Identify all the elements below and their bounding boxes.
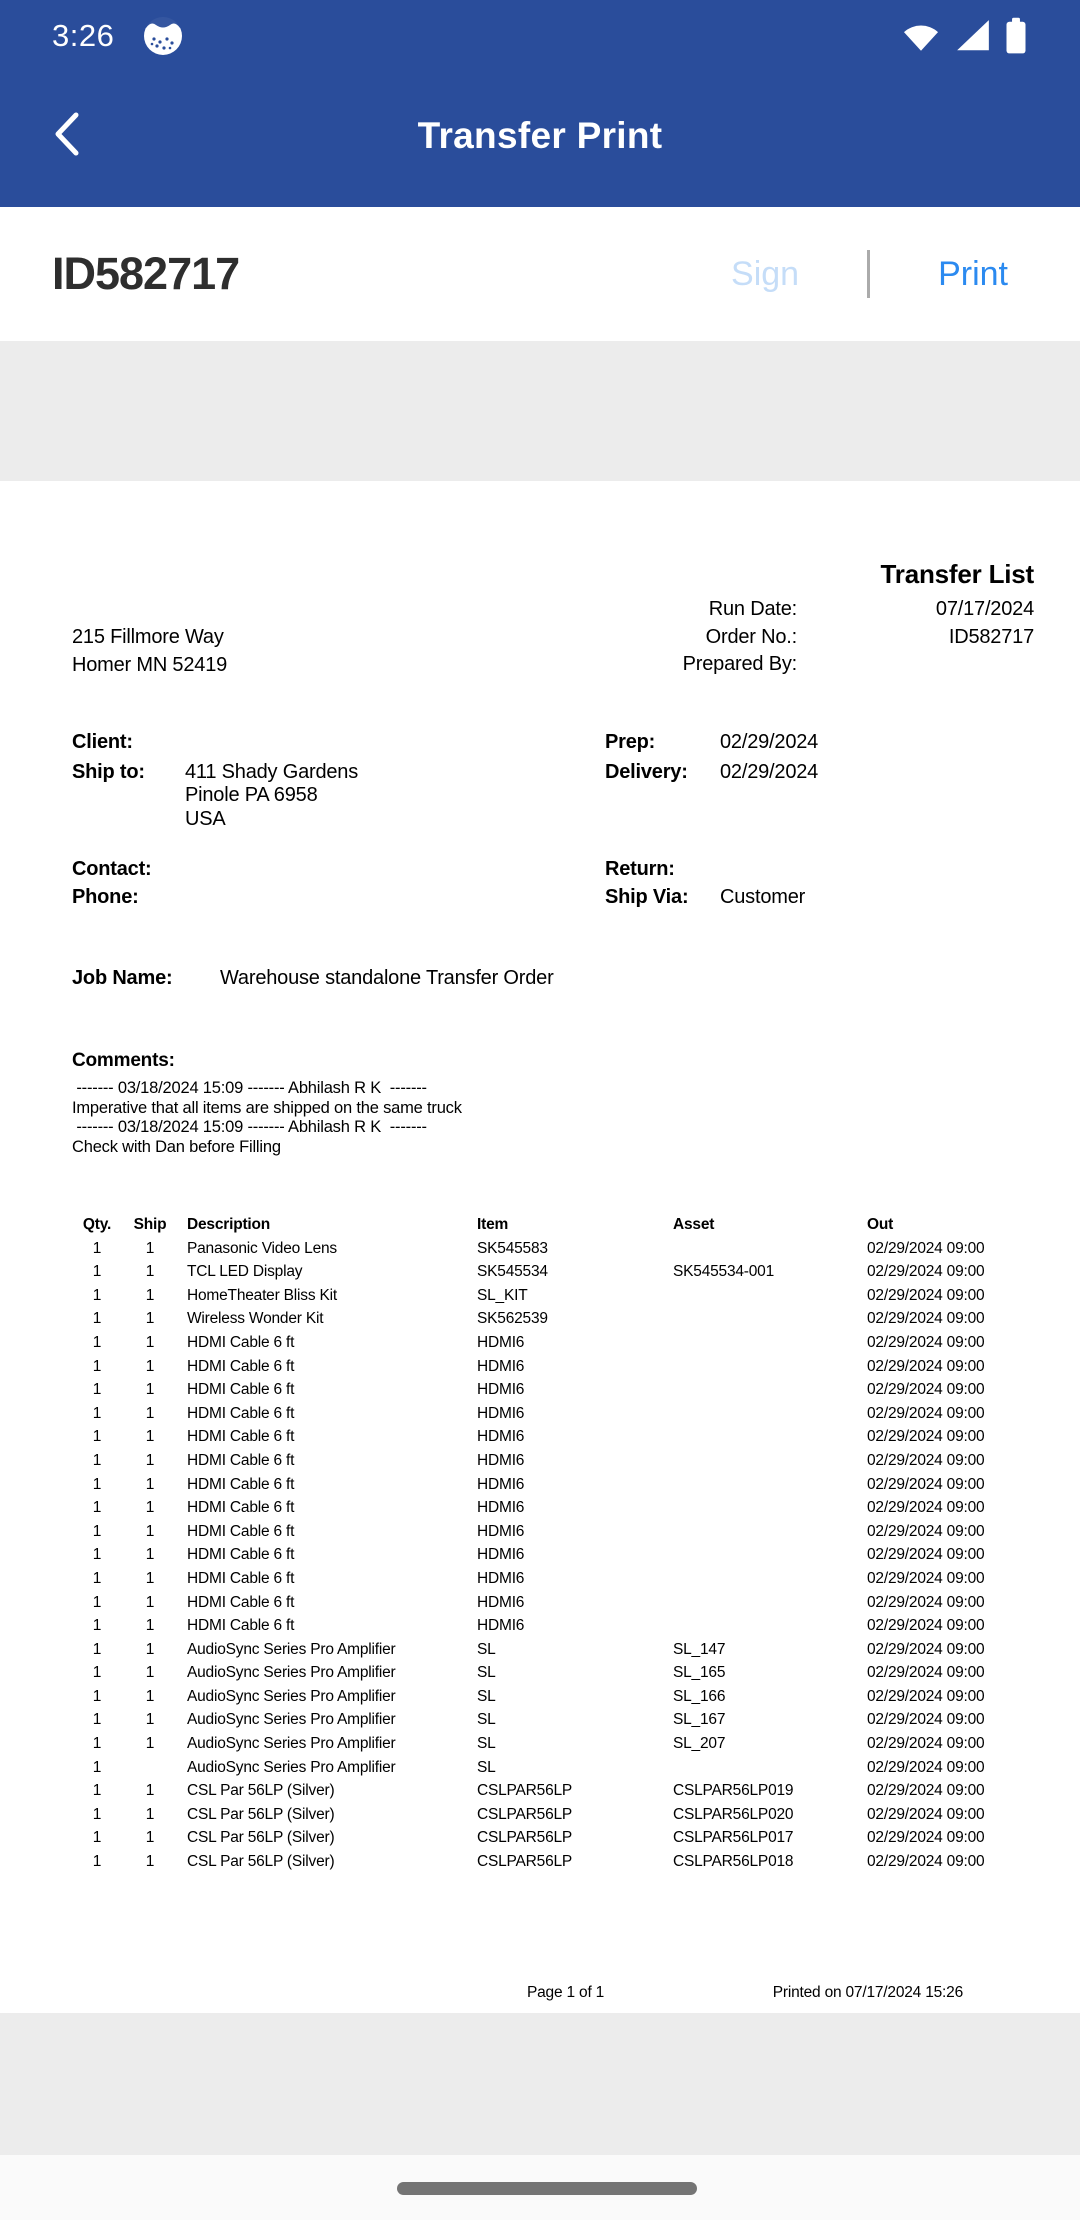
table-cell: HDMI6 [477, 1617, 525, 1635]
prep-row [605, 731, 818, 761]
table-cell: HDMI6 [477, 1381, 525, 1399]
table-row [0, 1826, 1080, 1850]
table-cell: HDMI Cable 6 ft [187, 1357, 295, 1375]
contact-row [72, 858, 185, 881]
table-cell: 1 [145, 1617, 155, 1635]
table-cell: CSLPAR56LP020 [673, 1805, 794, 1823]
table-cell: 1 [145, 1782, 155, 1800]
battery-icon [1004, 17, 1028, 55]
run-date-value: 07/17/2024 [935, 598, 1034, 620]
items-table [0, 1213, 1080, 1874]
table-cell: HDMI Cable 6 ft [187, 1617, 295, 1635]
table-cell: HDMI Cable 6 ft [187, 1428, 295, 1446]
table-cell: 1 [92, 1522, 102, 1540]
comment-line: ------- 03/18/2024 15:09 ------- Abhilash R K ------- [72, 1079, 427, 1097]
table-cell [664, 1331, 860, 1355]
table-row [0, 1378, 1080, 1402]
table-cell: CSL Par 56LP (Silver) [187, 1805, 335, 1823]
table-cell: 1 [92, 1569, 102, 1587]
table-row [0, 1638, 1080, 1662]
table-cell: 1 [145, 1451, 155, 1469]
table-cell: 1 [92, 1263, 102, 1281]
table-cell: 1 [145, 1640, 155, 1658]
table-cell [664, 1614, 860, 1638]
table-row [0, 1732, 1080, 1756]
order-id: ID582717 [52, 248, 240, 299]
table-row [0, 1284, 1080, 1308]
table-cell: 1 [92, 1286, 102, 1304]
table-cell: AudioSync Series Pro Amplifier [187, 1735, 396, 1753]
table-cell: SL [477, 1735, 496, 1753]
table-cell [122, 1756, 178, 1780]
table-cell: 02/29/2024 09:00 [867, 1381, 985, 1399]
table-cell: 1 [145, 1546, 155, 1564]
table-cell: 1 [92, 1853, 102, 1871]
column-header: Qty. [82, 1216, 112, 1233]
table-row [0, 1449, 1080, 1473]
document-header-fields [683, 596, 1034, 679]
table-cell: 1 [145, 1499, 155, 1517]
table-cell: CSLPAR56LP019 [673, 1782, 794, 1800]
company-address-line: 215 Fillmore Way [72, 626, 224, 648]
table-cell: 02/29/2024 09:00 [867, 1617, 985, 1635]
job-name-value: Warehouse standalone Transfer Order [220, 967, 554, 989]
table-cell: 1 [92, 1640, 102, 1658]
table-cell: 02/29/2024 09:00 [867, 1569, 985, 1587]
table-cell: CSLPAR56LP018 [673, 1853, 794, 1871]
comments-label: Comments: [72, 1050, 175, 1071]
ship-to-row [72, 761, 358, 831]
table-cell: 1 [92, 1310, 102, 1328]
ship-to-line: USA [185, 807, 226, 830]
table-cell: HomeTheater Bliss Kit [187, 1286, 337, 1304]
return-label: Return: [605, 858, 675, 880]
phone-label: Phone: [72, 886, 139, 908]
table-cell [664, 1496, 860, 1520]
table-cell: CSLPAR56LP [477, 1805, 573, 1823]
table-cell: HDMI Cable 6 ft [187, 1546, 295, 1564]
table-cell: 1 [145, 1357, 155, 1375]
table-cell: 02/29/2024 09:00 [867, 1664, 985, 1682]
table-cell: 1 [92, 1475, 102, 1493]
table-cell: AudioSync Series Pro Amplifier [187, 1758, 396, 1776]
table-cell: 02/29/2024 09:00 [867, 1687, 985, 1705]
table-cell [664, 1402, 860, 1426]
column-header: Ship [133, 1216, 167, 1233]
table-cell: SK545583 [477, 1239, 548, 1257]
prep-label: Prep: [605, 731, 656, 753]
document-title: Transfer List [880, 559, 1034, 589]
prepared-by-row [683, 651, 1034, 679]
table-cell: HDMI Cable 6 ft [187, 1333, 295, 1351]
table-cell: SL [477, 1687, 496, 1705]
table-cell: 1 [145, 1381, 155, 1399]
table-cell: 02/29/2024 09:00 [867, 1640, 985, 1658]
table-cell: HDMI Cable 6 ft [187, 1475, 295, 1493]
table-cell: 02/29/2024 09:00 [867, 1522, 985, 1540]
table-cell [664, 1307, 860, 1331]
table-cell: 1 [92, 1404, 102, 1422]
comment-line: ------- 03/18/2024 15:09 ------- Abhilash R K ------- [72, 1118, 427, 1136]
table-cell: HDMI6 [477, 1451, 525, 1469]
ship-to-line: 411 Shady Gardens [185, 761, 359, 783]
run-date-label: Run Date: [708, 598, 797, 620]
table-cell: 02/29/2024 09:00 [867, 1499, 985, 1517]
table-cell: HDMI6 [477, 1404, 525, 1422]
table-cell: 1 [92, 1593, 102, 1611]
table-cell [664, 1473, 860, 1497]
table-cell [664, 1237, 860, 1261]
table-row [0, 1756, 1080, 1780]
table-cell [664, 1449, 860, 1473]
table-row [0, 1331, 1080, 1355]
table-cell: HDMI6 [477, 1333, 525, 1351]
table-cell: 1 [92, 1239, 102, 1257]
table-cell: TCL LED Display [187, 1263, 303, 1281]
print-button[interactable]: Print [938, 254, 1008, 293]
table-cell: 1 [145, 1664, 155, 1682]
ship-to-address [185, 761, 358, 831]
table-cell: 02/29/2024 09:00 [867, 1404, 985, 1422]
table-cell: 1 [145, 1805, 155, 1823]
table-cell: 02/29/2024 09:00 [867, 1853, 985, 1871]
table-row [0, 1425, 1080, 1449]
table-cell: SL_KIT [477, 1286, 528, 1304]
comment-line: Imperative that all items are shipped on the same truck [72, 1098, 462, 1117]
client-label: Client: [72, 731, 133, 753]
table-row [0, 1355, 1080, 1379]
table-cell: SL [477, 1664, 496, 1682]
table-cell: SL_167 [673, 1711, 726, 1729]
status-time: 3:26 [52, 18, 115, 53]
table-cell [664, 1543, 860, 1567]
table-cell: 1 [92, 1451, 102, 1469]
table-cell: 02/29/2024 09:00 [867, 1239, 985, 1257]
table-cell: 1 [145, 1593, 155, 1611]
table-cell: HDMI Cable 6 ft [187, 1569, 295, 1587]
table-cell: 02/29/2024 09:00 [867, 1805, 985, 1823]
phone-row [72, 886, 185, 909]
app-notification-icon [142, 15, 184, 57]
prep-value: 02/29/2024 [720, 731, 819, 753]
client-left-column [72, 731, 359, 908]
order-no-label: Order No.: [705, 625, 797, 648]
page-indicator: Page 1 of 1 [527, 1984, 605, 2001]
table-row [0, 1850, 1080, 1874]
order-toolbar [0, 207, 1080, 341]
table-cell: 1 [145, 1829, 155, 1847]
table-cell: 02/29/2024 09:00 [867, 1593, 985, 1611]
table-cell: SK545534-001 [673, 1263, 775, 1281]
table-cell: 02/29/2024 09:00 [867, 1357, 985, 1375]
wifi-icon [900, 18, 942, 54]
table-cell: HDMI6 [477, 1522, 525, 1540]
table-cell: SL_147 [673, 1640, 726, 1658]
table-row [0, 1496, 1080, 1520]
table-cell: SK562539 [477, 1310, 548, 1328]
table-cell: SL_165 [673, 1664, 726, 1682]
ship-via-row [605, 886, 805, 909]
delivery-value: 02/29/2024 [720, 761, 819, 783]
column-header: Out [867, 1216, 894, 1233]
table-cell: HDMI6 [477, 1569, 525, 1587]
table-cell: SL [477, 1758, 496, 1776]
table-cell: 1 [145, 1263, 155, 1281]
company-address-line: Homer MN 52419 [72, 653, 228, 676]
ship-to-line: Pinole PA 6958 [185, 784, 318, 807]
table-cell: 02/29/2024 09:00 [867, 1310, 985, 1328]
table-row [0, 1402, 1080, 1426]
table-row [0, 1567, 1080, 1591]
table-cell: 1 [92, 1735, 102, 1753]
table-cell: AudioSync Series Pro Amplifier [187, 1664, 396, 1682]
table-cell: AudioSync Series Pro Amplifier [187, 1711, 396, 1729]
table-row [0, 1237, 1080, 1261]
app-bar [0, 86, 1080, 186]
table-cell: 1 [92, 1333, 102, 1351]
items-table-body [0, 1237, 1080, 1874]
table-cell [664, 1591, 860, 1615]
prepared-by-label: Prepared By: [682, 653, 797, 675]
table-cell [664, 1355, 860, 1379]
table-cell [664, 1425, 860, 1449]
column-header: Item [477, 1216, 509, 1233]
table-cell: 02/29/2024 09:00 [867, 1263, 985, 1281]
table-cell: 1 [145, 1404, 155, 1422]
table-cell: HDMI Cable 6 ft [187, 1381, 295, 1399]
table-cell: HDMI6 [477, 1499, 525, 1517]
contact-label: Contact: [72, 858, 152, 880]
status-bar [0, 0, 1080, 72]
table-row [0, 1685, 1080, 1709]
document-preview[interactable] [0, 341, 1080, 2155]
table-row [0, 1260, 1080, 1284]
table-cell: HDMI Cable 6 ft [187, 1593, 295, 1611]
table-cell: 02/29/2024 09:00 [867, 1829, 985, 1847]
table-cell: CSLPAR56LP [477, 1853, 573, 1871]
table-cell: 1 [92, 1617, 102, 1635]
table-cell: 02/29/2024 09:00 [867, 1546, 985, 1564]
table-cell: 1 [92, 1381, 102, 1399]
items-table-header [0, 1213, 1080, 1237]
table-cell: 1 [92, 1782, 102, 1800]
page-title: Transfer Print [417, 115, 663, 156]
table-cell: 1 [92, 1664, 102, 1682]
printed-on: Printed on 07/17/2024 15:26 [772, 1984, 963, 2001]
run-date-row [683, 596, 1034, 624]
table-cell: 1 [92, 1546, 102, 1564]
table-cell: HDMI Cable 6 ft [187, 1451, 295, 1469]
table-cell: 1 [92, 1758, 102, 1776]
order-no-value: ID582717 [948, 625, 1034, 648]
delivery-label: Delivery: [605, 761, 688, 783]
table-row [0, 1473, 1080, 1497]
table-cell: 1 [145, 1333, 155, 1351]
table-row [0, 1307, 1080, 1331]
comments-list [72, 1079, 1034, 1157]
table-cell: 1 [145, 1310, 155, 1328]
delivery-row [605, 761, 818, 791]
table-cell: CSL Par 56LP (Silver) [187, 1829, 335, 1847]
table-row [0, 1543, 1080, 1567]
table-cell [664, 1756, 860, 1780]
table-cell: 02/29/2024 09:00 [867, 1782, 985, 1800]
table-cell: CSL Par 56LP (Silver) [187, 1853, 335, 1871]
table-cell: 1 [145, 1853, 155, 1871]
table-cell: HDMI6 [477, 1428, 525, 1446]
table-cell: AudioSync Series Pro Amplifier [187, 1687, 396, 1705]
table-cell: CSLPAR56LP017 [673, 1829, 794, 1847]
column-header: Description [187, 1216, 271, 1233]
table-cell: Wireless Wonder Kit [187, 1310, 324, 1328]
table-cell: 1 [92, 1805, 102, 1823]
document-page [0, 481, 1080, 2013]
table-cell: 02/29/2024 09:00 [867, 1333, 985, 1351]
table-cell: 1 [92, 1687, 102, 1705]
table-row [0, 1520, 1080, 1544]
table-row [0, 1708, 1080, 1732]
table-cell [664, 1567, 860, 1591]
table-cell: 02/29/2024 09:00 [867, 1758, 985, 1776]
table-row [0, 1614, 1080, 1638]
table-row [0, 1779, 1080, 1803]
system-nav-area [0, 2155, 1080, 2220]
table-cell: CSL Par 56LP (Silver) [187, 1782, 335, 1800]
order-no-row [683, 624, 1034, 652]
toolbar-divider [867, 250, 870, 298]
home-indicator[interactable] [397, 2182, 697, 2195]
job-name-label: Job Name: [72, 967, 173, 989]
cellular-signal-icon [954, 18, 992, 54]
table-cell: 1 [145, 1239, 155, 1257]
table-cell: SK545534 [477, 1263, 548, 1281]
comment-line: Check with Dan before Filling [72, 1137, 281, 1156]
table-cell: HDMI6 [477, 1475, 525, 1493]
comments-section [72, 1050, 1034, 1157]
table-cell: 1 [145, 1522, 155, 1540]
table-row [0, 1661, 1080, 1685]
ship-via-value: Customer [720, 886, 806, 908]
column-header: Asset [673, 1216, 715, 1233]
table-cell: CSLPAR56LP [477, 1782, 573, 1800]
table-cell: 02/29/2024 09:00 [867, 1286, 985, 1304]
app-header [0, 0, 1080, 207]
table-cell [664, 1378, 860, 1402]
table-cell: CSLPAR56LP [477, 1829, 573, 1847]
table-cell: HDMI Cable 6 ft [187, 1499, 295, 1517]
back-button[interactable] [50, 104, 98, 164]
table-cell: HDMI Cable 6 ft [187, 1522, 295, 1540]
table-row [0, 1803, 1080, 1827]
client-row [72, 731, 358, 761]
table-cell: 1 [92, 1829, 102, 1847]
table-cell: 02/29/2024 09:00 [867, 1451, 985, 1469]
sign-button[interactable]: Sign [731, 254, 800, 293]
table-cell [664, 1284, 860, 1308]
table-cell: 02/29/2024 09:00 [867, 1475, 985, 1493]
table-cell: 1 [92, 1499, 102, 1517]
table-cell: HDMI6 [477, 1546, 525, 1564]
table-cell: 1 [92, 1711, 102, 1729]
table-cell: SL [477, 1711, 496, 1729]
table-cell: 1 [145, 1711, 155, 1729]
table-cell: 02/29/2024 09:00 [867, 1735, 985, 1753]
client-right-column [605, 731, 818, 791]
table-cell: Panasonic Video Lens [187, 1239, 337, 1257]
table-cell: 1 [145, 1286, 155, 1304]
table-cell: HDMI Cable 6 ft [187, 1404, 295, 1422]
table-cell: 1 [145, 1569, 155, 1587]
table-row [0, 1591, 1080, 1615]
table-cell [664, 1520, 860, 1544]
return-row [605, 858, 720, 881]
table-cell: 1 [145, 1735, 155, 1753]
table-cell: 1 [92, 1428, 102, 1446]
table-cell: 1 [145, 1428, 155, 1446]
table-cell: 02/29/2024 09:00 [867, 1711, 985, 1729]
table-cell: 1 [145, 1687, 155, 1705]
job-name-row [72, 967, 554, 990]
table-cell: HDMI6 [477, 1593, 525, 1611]
table-cell: HDMI6 [477, 1357, 525, 1375]
company-address [72, 624, 227, 679]
table-cell: SL_207 [673, 1735, 726, 1753]
table-cell: 1 [92, 1357, 102, 1375]
table-cell: SL [477, 1640, 496, 1658]
ship-via-label: Ship Via: [605, 886, 689, 908]
table-cell: 02/29/2024 09:00 [867, 1428, 985, 1446]
table-cell: SL_166 [673, 1687, 726, 1705]
ship-to-label: Ship to: [72, 761, 145, 783]
table-cell: AudioSync Series Pro Amplifier [187, 1640, 396, 1658]
table-cell: 1 [145, 1475, 155, 1493]
